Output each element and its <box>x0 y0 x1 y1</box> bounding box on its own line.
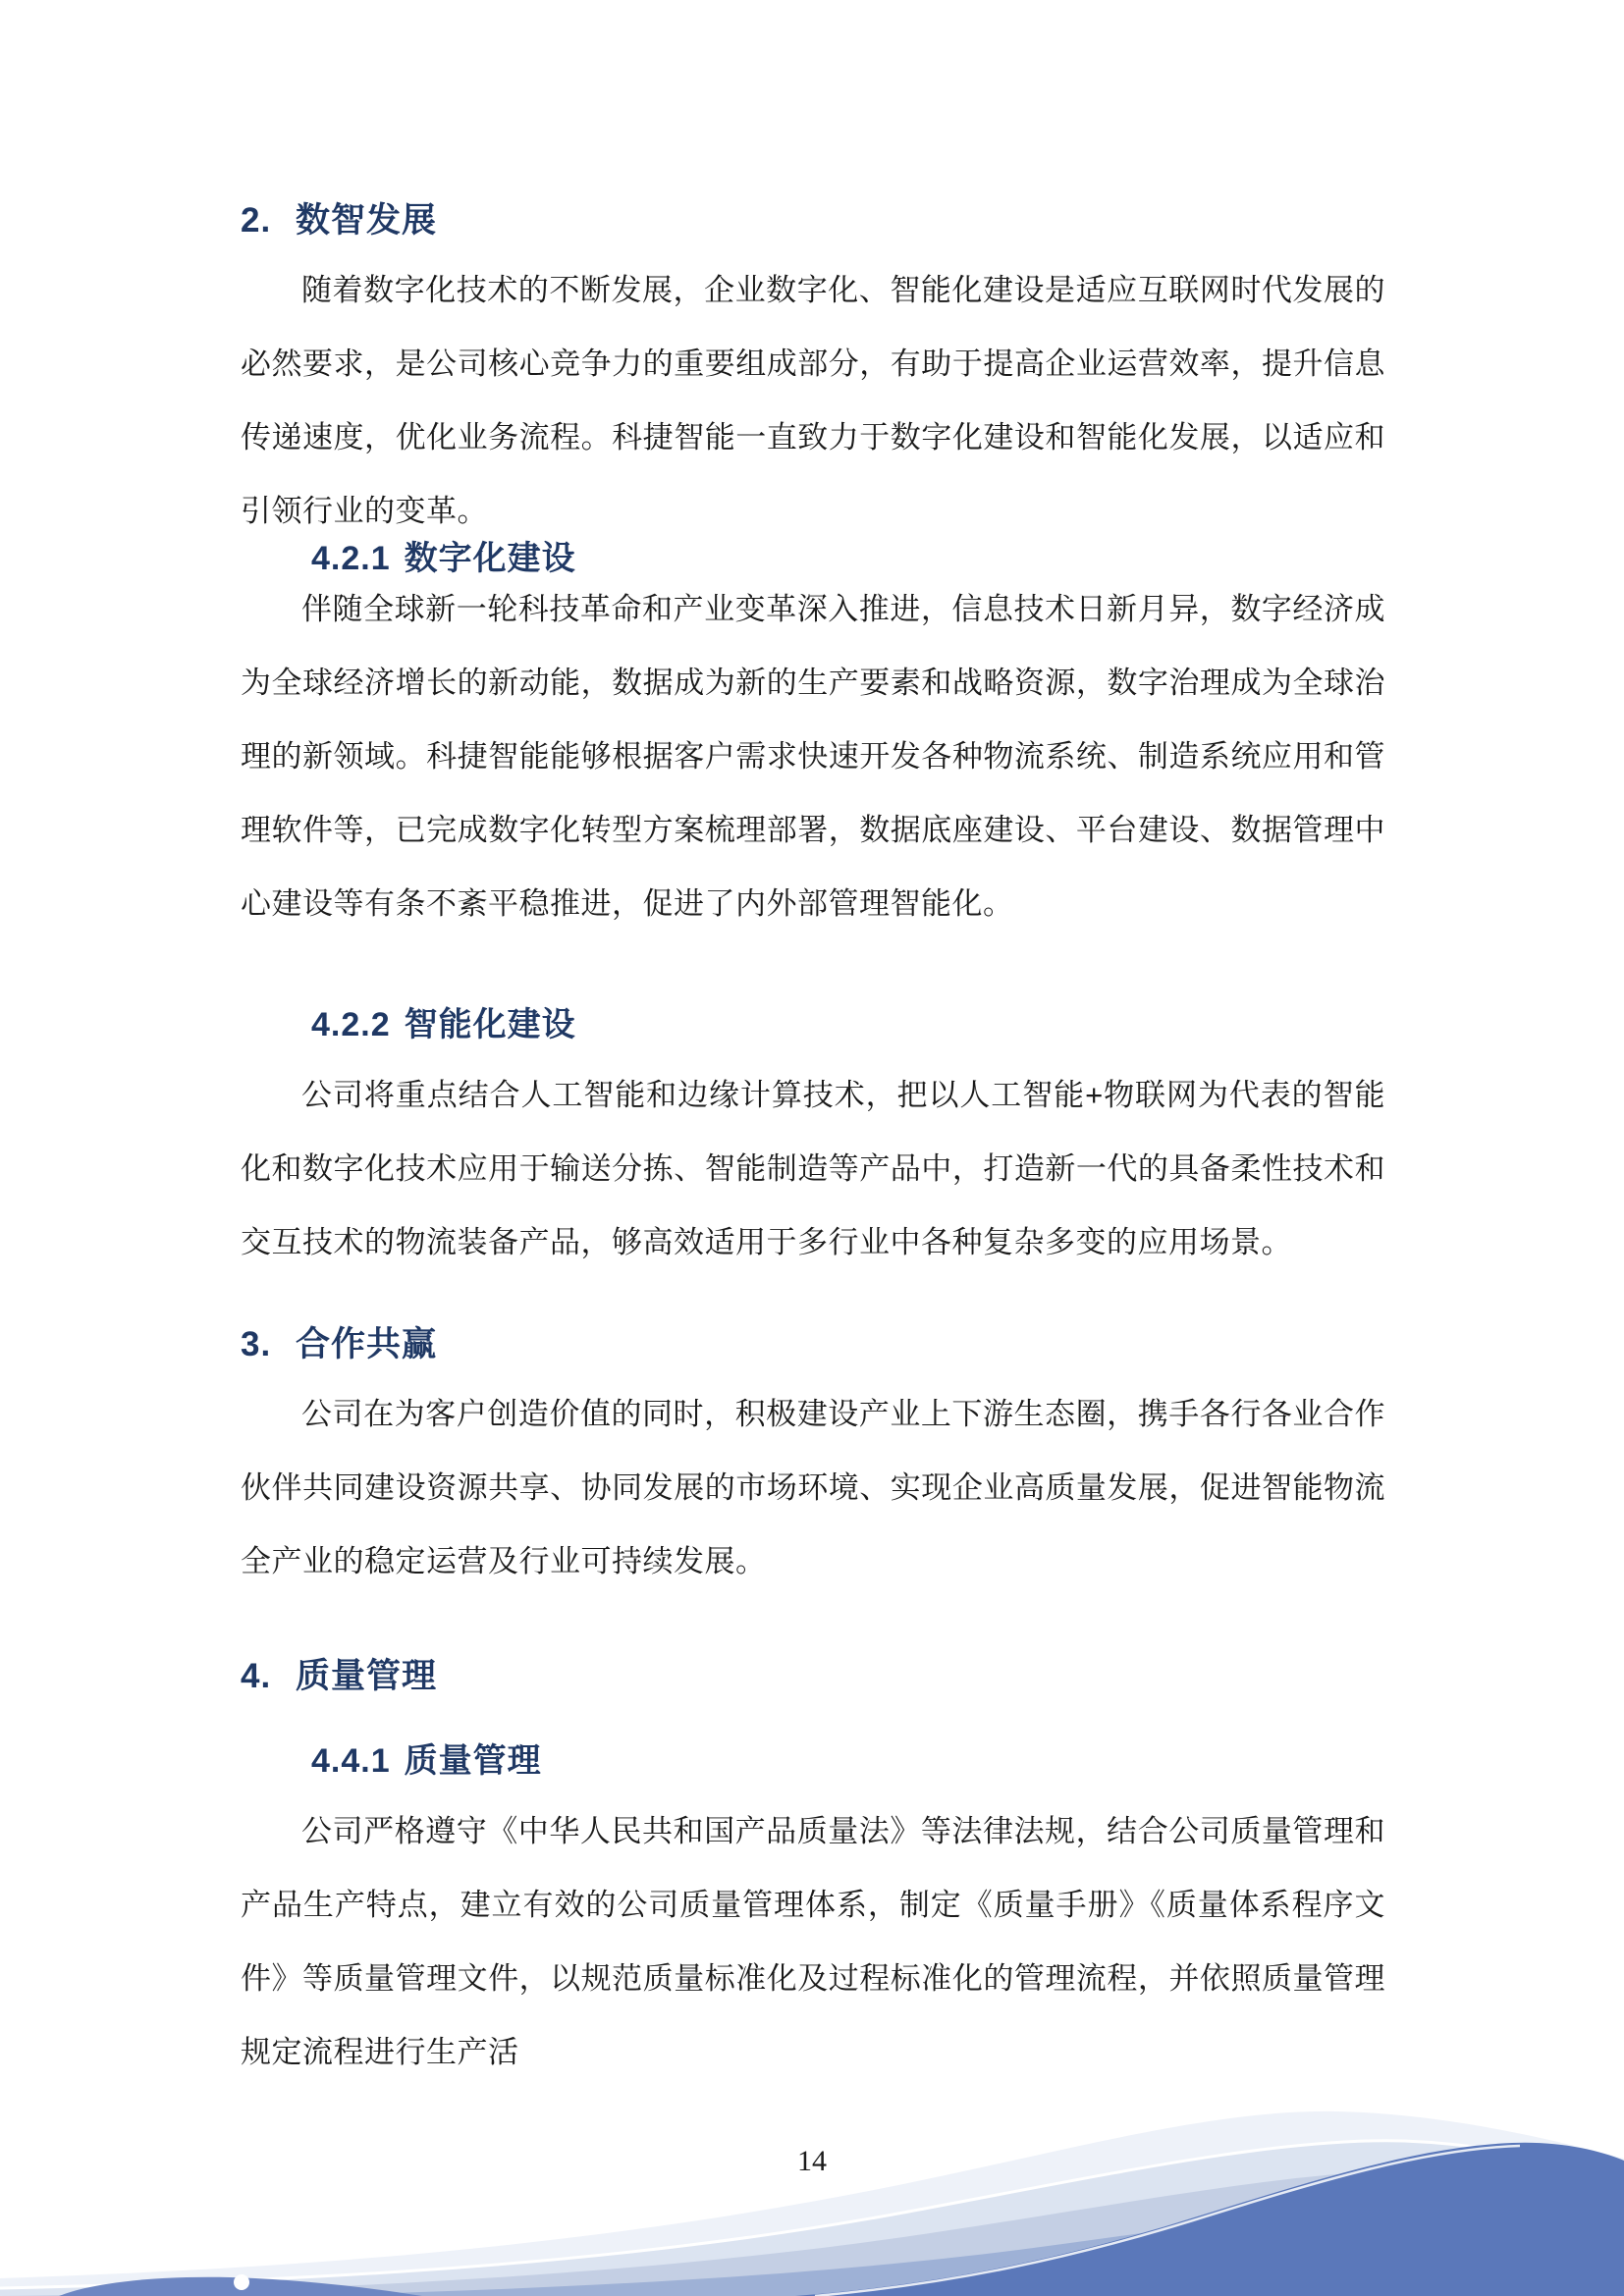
subsection-heading-quality-management <box>311 1734 542 1782</box>
heading-title: 数字化建设 <box>404 540 576 577</box>
section-heading-quality-management <box>241 1649 437 1698</box>
heading-number: 4.2.1 <box>311 540 391 577</box>
heading-title: 智能化建设 <box>404 1006 576 1043</box>
heading-title: 合作共赢 <box>296 1325 438 1363</box>
heading-title: 数智发展 <box>296 201 438 240</box>
wave-dot <box>234 2274 249 2290</box>
paragraph: 公司将重点结合人工智能和边缘计算技术，把以人工智能+物联网为代表的智能化和数字化技术应用于输送分拣、智能制造等产品中，打造新一代的具备柔性技术和交互技术的物流装备产品，够高效适用于多行业中各种复杂多变的应用场景。 <box>241 1078 1385 1259</box>
heading-number: 4.4.1 <box>311 1742 391 1780</box>
paragraph: 伴随全球新一轮科技革命和产业变革深入推进，信息技术日新月异，数字经济成为全球经济增长的新动能，数据成为新的生产要素和战略资源，数字治理成为全球治理的新领域。科捷智能能够根据客户需求快速开发各种物流系统、制造系统应用和管理软件等，已完成数字化转型方案梳理部署，数据底座建设、平台建设、数据管理中心建设等有条不紊平稳推进，促进了内外部管理智能化。 <box>241 592 1385 921</box>
page-number: 14 <box>797 2145 827 2177</box>
heading-number: 4.2.2 <box>311 1006 391 1043</box>
subsection-heading-intelligentization <box>311 997 576 1045</box>
heading-number: 3. <box>241 1325 272 1363</box>
heading-title: 质量管理 <box>404 1742 542 1780</box>
paragraph: 随着数字化技术的不断发展，企业数字化、智能化建设是适应互联网时代发展的必然要求，是公司核心竞争力的重要组成部分，有助于提高企业运营效率，提升信息传递速度，优化业务流程。科捷智能一直致力于数字化建设和智能化发展，以适应和引领行业的变革。 <box>241 273 1385 528</box>
paragraph: 公司在为客户创造价值的同时，积极建设产业上下游生态圈，携手各行各业合作伙伴共同建设资源共享、协同发展的市场环境、实现企业高质量发展，促进智能物流全产业的稳定运营及行业可持续发展。 <box>241 1397 1385 1578</box>
heading-number: 2. <box>241 201 272 240</box>
paragraph: 公司严格遵守《中华人民共和国产品质量法》等法律法规，结合公司质量管理和产品生产特点，建立有效的公司质量管理体系，制定《质量手册》《质量体系程序文件》等质量管理文件，以规范质量标准化及过程标准化的管理流程，并依照质量管理规定流程进行生产活 <box>241 1814 1385 2069</box>
section-heading-win-win-cooperation <box>241 1317 437 1366</box>
heading-title: 质量管理 <box>296 1657 438 1695</box>
heading-number: 4. <box>241 1657 272 1695</box>
section-heading-digital-development <box>241 193 437 242</box>
